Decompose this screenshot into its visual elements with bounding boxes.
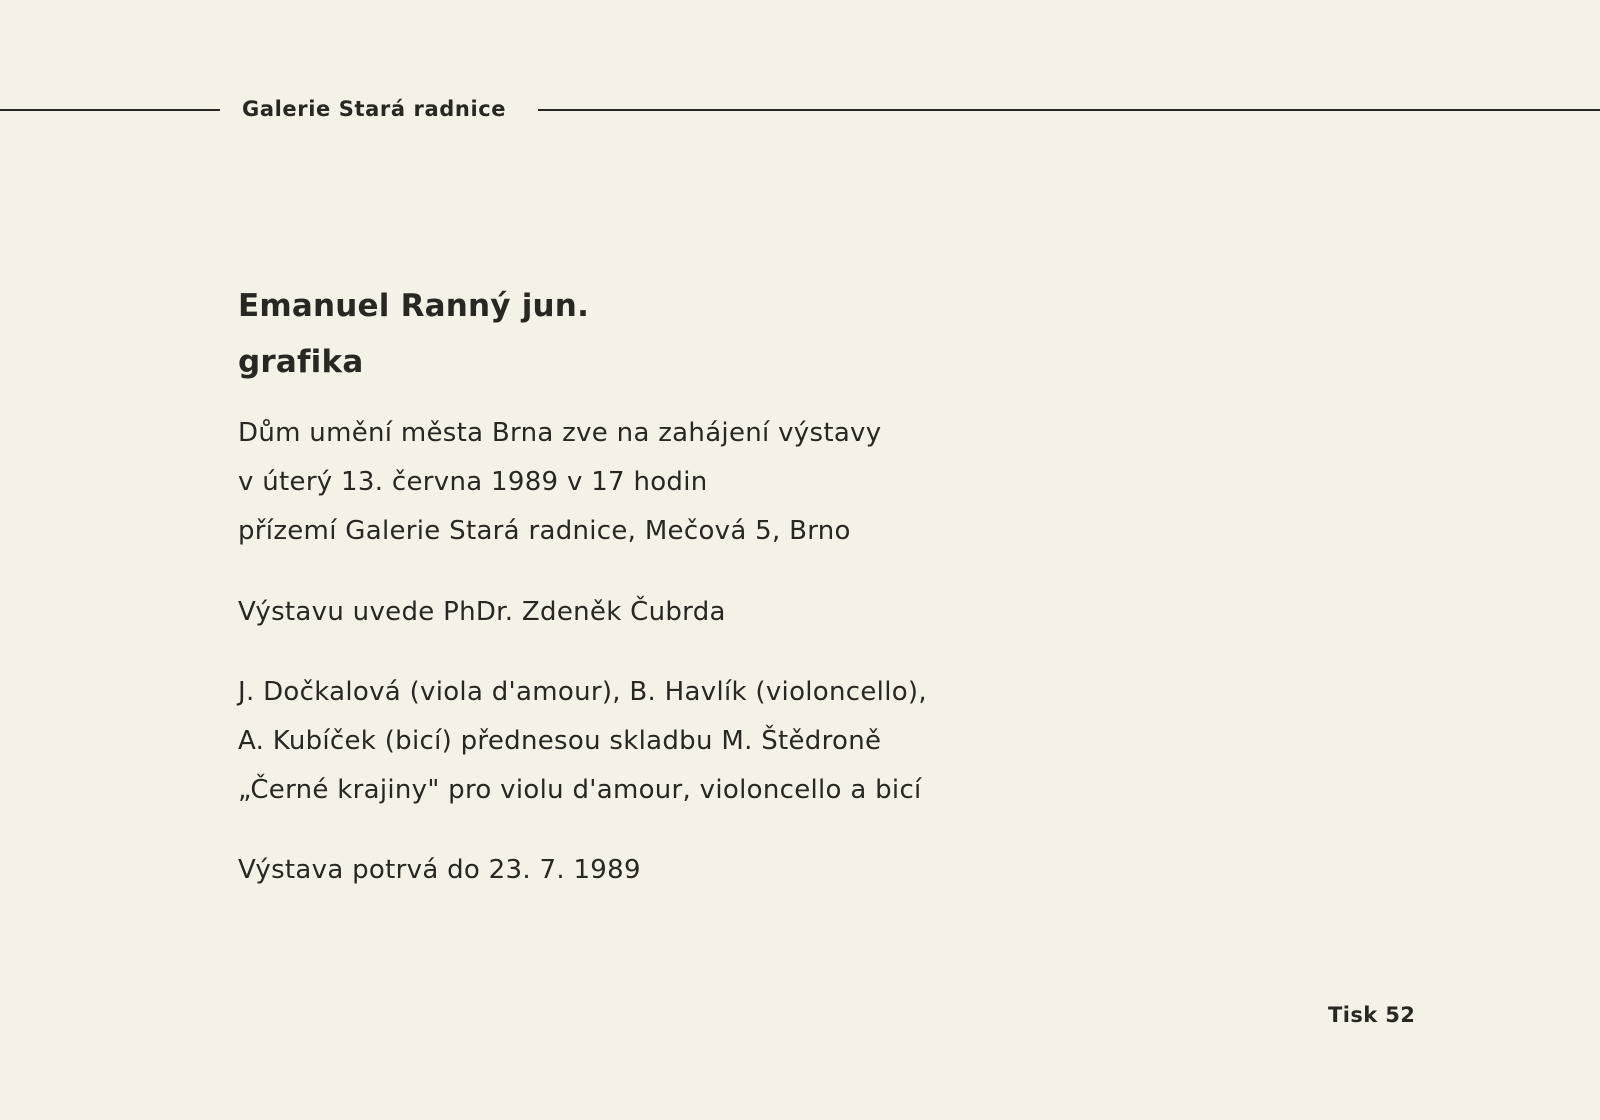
music-line: J. Dočkalová (viola d'amour), B. Havlík (violoncello), <box>238 677 927 707</box>
invitation-content <box>238 278 1238 895</box>
duration-line: Výstava potrvá do 23. 7. 1989 <box>238 855 641 885</box>
print-mark: Tisk 52 <box>1328 1003 1416 1027</box>
invitation-line: přízemí Galerie Stará radnice, Mečová 5, Brno <box>238 516 851 546</box>
music-line: A. Kubíček (bicí) přednesou skladbu M. Štědroně <box>238 726 882 756</box>
speaker-line: Výstavu uvede PhDr. Zdeněk Čubrda <box>238 597 726 627</box>
invitation-line: Dům umění města Brna zve na zahájení výstavy <box>238 418 882 448</box>
speaker-text <box>238 588 1238 637</box>
music-line: „Černé krajiny" pro violu d'amour, violoncello a bicí <box>238 775 922 805</box>
exhibition-subtitle: grafika <box>238 344 364 380</box>
invitation-line: v úterý 13. června 1989 v 17 hodin <box>238 467 708 497</box>
gallery-name: Galerie Stará radnice <box>242 97 507 121</box>
header-rule-left <box>0 109 220 111</box>
music-text <box>238 668 1238 815</box>
header-rule-right <box>538 109 1600 111</box>
invitation-text <box>238 409 1238 556</box>
artist-name: Emanuel Ranný jun. <box>238 288 590 324</box>
duration-text <box>238 846 1238 895</box>
